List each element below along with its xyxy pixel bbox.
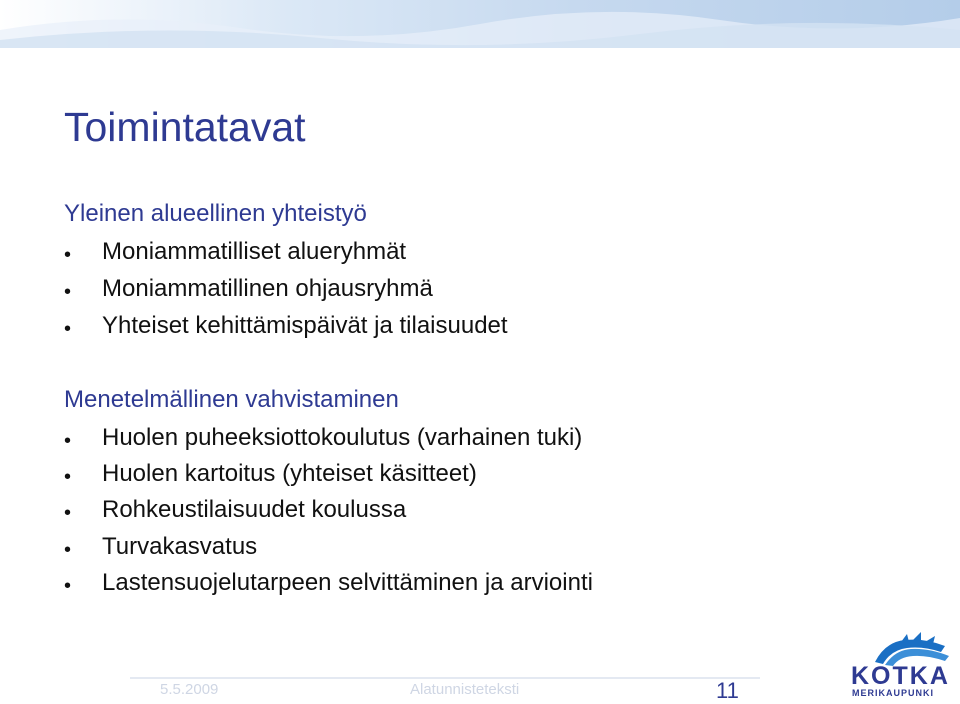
slide-title: Toimintatavat	[64, 104, 306, 150]
section-heading-methods: Menetelmällinen vahvistaminen	[64, 386, 399, 413]
bullet-text: Rohkeustilaisuudet koulussa	[102, 496, 407, 523]
kotka-logo	[845, 632, 955, 699]
bullet-icon: •	[64, 575, 72, 597]
page-number: 11	[716, 678, 739, 703]
bullet-icon: •	[64, 318, 72, 340]
footer-date: 5.5.2009	[160, 681, 219, 698]
section-heading-cooperation: Yleinen alueellinen yhteistyö	[64, 200, 367, 227]
bullet-text: Moniammatillinen ohjausryhmä	[102, 275, 433, 302]
bullet-text: Lastensuojelutarpeen selvittäminen ja arviointi	[102, 569, 593, 596]
bullet-text: Turvakasvatus	[102, 533, 258, 560]
footer-divider	[130, 677, 760, 679]
logo-subtitle: MERIKAUPUNKI	[852, 688, 935, 698]
header-band	[0, 0, 960, 48]
bullet-icon: •	[64, 430, 72, 452]
bullet-text: Huolen puheeksiottokoulutus (varhainen tuki)	[102, 424, 583, 451]
bullet-text: Huolen kartoitus (yhteiset käsitteet)	[102, 460, 477, 487]
wave-decoration	[0, 0, 960, 48]
bullet-icon: •	[64, 281, 72, 303]
bullet-icon: •	[64, 539, 72, 561]
bullet-icon: •	[64, 244, 72, 266]
bullet-text: Yhteiset kehittämispäivät ja tilaisuudet	[102, 312, 508, 339]
bullet-text: Moniammatilliset alueryhmät	[102, 238, 407, 265]
logo-name: KOTKA	[851, 662, 950, 690]
bullet-icon: •	[64, 466, 72, 488]
bullet-icon: •	[64, 502, 72, 524]
flag-wave-icon	[845, 632, 955, 666]
footer-text: Alatunnisteteksti	[410, 681, 520, 698]
